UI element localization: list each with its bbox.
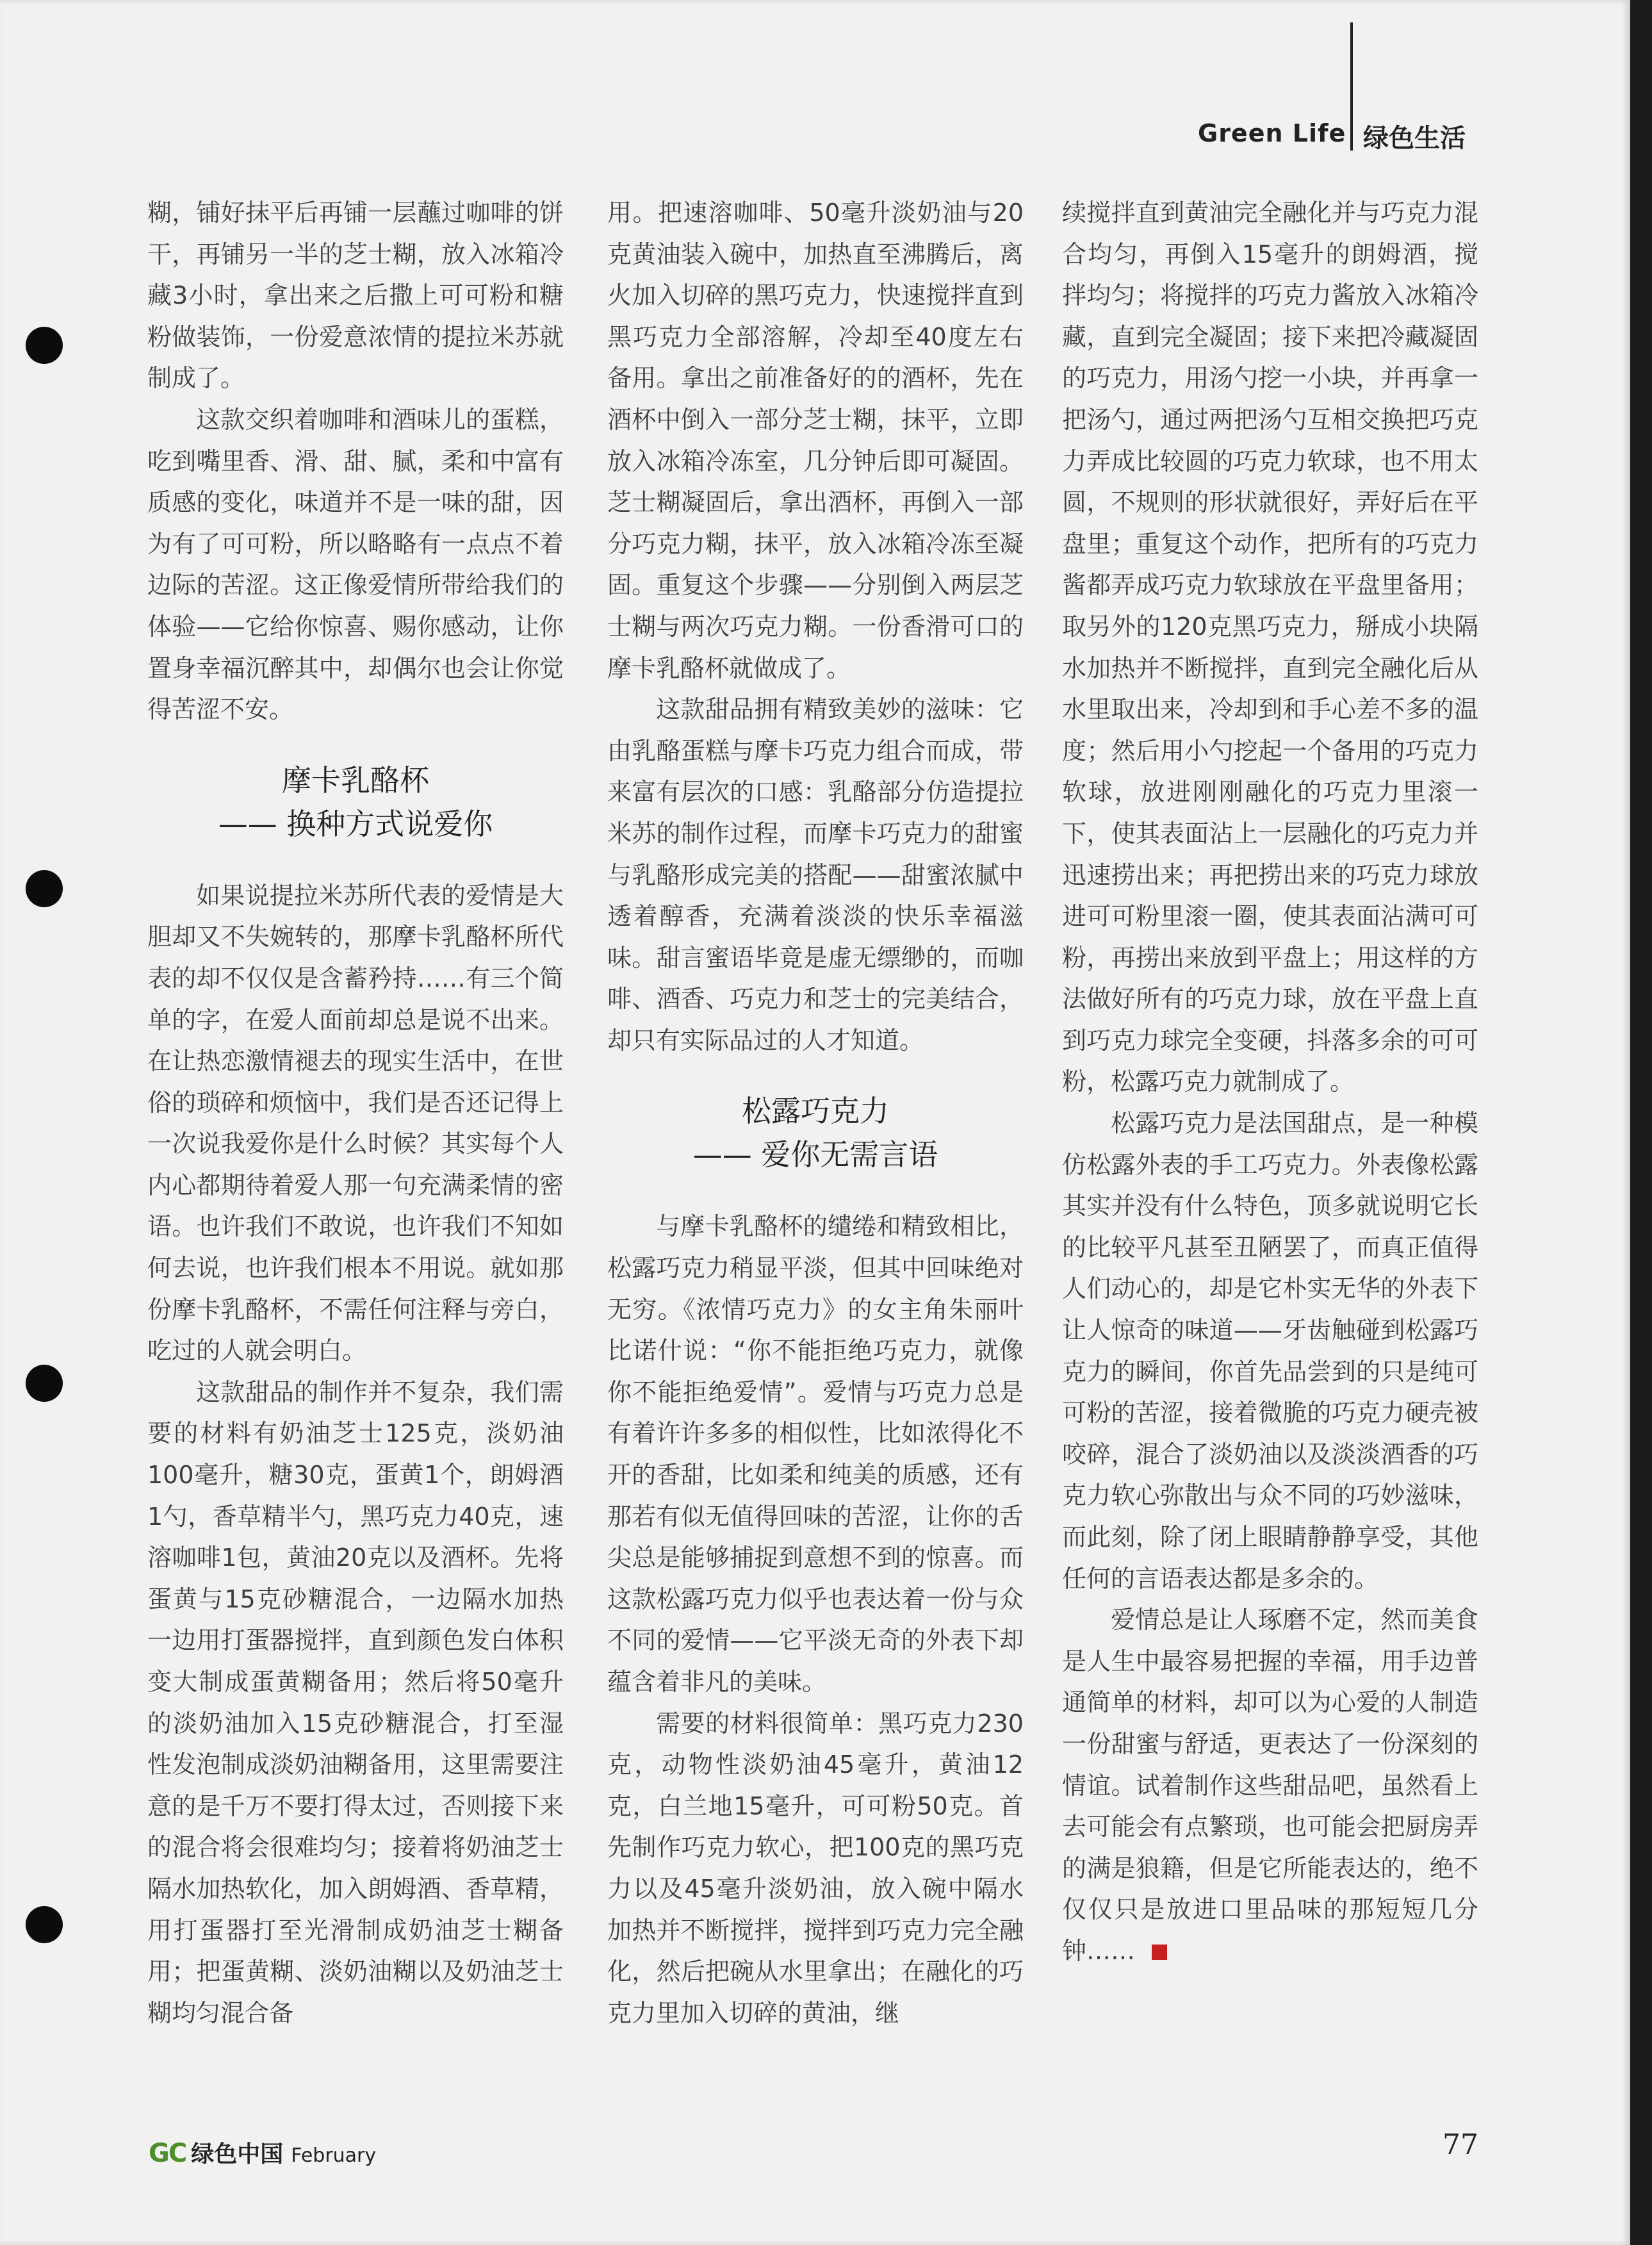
heading-title: 摩卡乳酪杯 xyxy=(282,762,429,798)
footer-brand xyxy=(149,2136,376,2169)
text-column-3 xyxy=(1062,192,1478,1972)
magazine-name: 绿色中国 xyxy=(191,2141,284,2167)
paragraph: 这款甜品拥有精致美妙的滋味：它由乳酪蛋糕与摩卡巧克力组合而成，带来富有层次的口感：乳酪部分仿造提拉米苏的制作过程，而摩卡巧克力的甜蜜与乳酪形成完美的搭配——甜蜜浓腻中透着醇香，充满着淡淡的快乐幸福滋味。甜言蜜语毕竟是虚无缥缈的，而咖啡、酒香、巧克力和芝士的完美结合，却只有实际品过的人才知道。 xyxy=(607,695,1024,1055)
paragraph-text: 爱情总是让人琢磨不定，然而美食是人生中最容易把握的幸福，用手边普通简单的材料，却可以为心爱的人制造一份甜蜜与舒适，更表达了一份深刻的情谊。试着制作这些甜品吧，虽然看上去可能会有点繁琐，也可能会把厨房弄的满是狼籍，但是它所能表达的，绝不仅仅只是放进口里品味的那短短几分钟…… xyxy=(1062,1606,1478,1965)
paragraph: 需要的材料很简单：黑巧克力230克，动物性淡奶油45毫升，黄油12克，白兰地15毫升，可可粉50克。首先制作巧克力软心，把100克的黑巧克力以及45毫升淡奶油，放入碗中隔水加热并不断搅拌，搅拌到巧克力完全融化，然后把碗从水里拿出；在融化的巧克力里加入切碎的黄油，继 xyxy=(607,1709,1024,2027)
paragraph: 如果说提拉米苏所代表的爱情是大胆却又不失婉转的，那摩卡乳酪杯所代表的却不仅仅是含蓄矜持……有三个简单的字，在爱人面前却总是说不出来。在让热恋激情褪去的现实生活中，在世俗的琐碎和烦恼中，我们是否还记得上一次说我爱你是什么时候？其实每个人内心都期待着爱人那一句充满柔情的密语。也许我们不敢说，也许我们不知如何去说，也许我们根本不用说。就如那份摩卡乳酪杯，不需任何注释与旁白，吃过的人就会明白。 xyxy=(147,881,564,1365)
section-heading-truffle xyxy=(607,1089,1024,1176)
heading-subtitle: —— 换种方式说爱你 xyxy=(218,806,493,841)
header-divider xyxy=(1350,22,1353,151)
paragraph: 这款甜品的制作并不复杂，我们需要的材料有奶油芝士125克，淡奶油100毫升，糖30克，蛋黄1个，朗姆酒1勺，香草精半勺，黑巧克力40克，速溶咖啡1包，黄油20克以及酒杯。先将蛋黄与15克砂糖混合，一边隔水加热一边用打蛋器搅拌，直到颜色发白体积变大制成蛋黄糊备用；然后将50毫升的淡奶油加入15克砂糖混合，打至湿性发泡制成淡奶油糊备用，这里需要注意的是千万不要打得太过，否则接下来的混合将会很难均匀；接着将奶油芝士隔水加热软化，加入朗姆酒、香草精，用打蛋器打至光滑制成奶油芝士糊备用；把蛋黄糊、淡奶油糊以及奶油芝士糊均匀混合备 xyxy=(147,1377,564,2027)
paragraph-final xyxy=(1062,1599,1478,1971)
heading-title: 松露巧克力 xyxy=(742,1094,889,1129)
paragraph: 糊，铺好抹平后再铺一层蘸过咖啡的饼干，再铺另一半的芝士糊，放入冰箱冷藏3小时，拿出来之后撒上可可粉和糖粉做装饰，一份爱意浓情的提拉米苏就制成了。 xyxy=(147,199,564,393)
heading-subtitle: —— 爱你无需言语 xyxy=(692,1137,938,1172)
paragraph: 用。把速溶咖啡、50毫升淡奶油与20克黄油装入碗中，加热直至沸腾后，离火加入切碎的黑巧克力，快速搅拌直到黑巧克力全部溶解，冷却至40度左右备用。拿出之前准备好的的酒杯，先在酒杯中倒入一部分芝士糊，抹平，立即放入冰箱冷冻室，几分钟后即可凝固。芝士糊凝固后，拿出酒杯，再倒入一部分巧克力糊，抹平，放入冰箱冷冻至凝固。重复这个步骤——分别倒入两层芝士糊与两次巧克力糊。一份香滑可口的摩卡乳酪杯就做成了。 xyxy=(607,199,1024,682)
section-title-en: Green Life xyxy=(1198,119,1346,147)
page-number: 77 xyxy=(1443,2128,1478,2161)
text-column-2 xyxy=(607,192,1024,2034)
issue-month: February xyxy=(291,2144,377,2167)
binder-hole xyxy=(26,870,63,907)
end-mark-icon xyxy=(1152,1945,1167,1960)
section-title-cn: 绿色生活 xyxy=(1363,124,1466,153)
binder-hole xyxy=(26,1365,63,1402)
binder-hole xyxy=(26,1906,63,1943)
magazine-logo: GC xyxy=(149,2139,186,2168)
paragraph: 松露巧克力是法国甜点，是一种模仿松露外表的手工巧克力。外表像松露其实并没有什么特色，顶多就说明它长的比较平凡甚至丑陋罢了，而真正值得人们动心的，却是它朴实无华的外表下让人惊奇的味道——牙齿触碰到松露巧克力的瞬间，你首先品尝到的只是纯可可粉的苦涩，接着微脆的巧克力硬壳被咬碎，混合了淡奶油以及淡淡酒香的巧克力软心弥散出与众不同的巧妙滋味，而此刻，除了闭上眼睛静静享受，其他任何的言语表达都是多余的。 xyxy=(1062,1109,1478,1593)
binder-hole xyxy=(26,327,63,364)
paragraph: 与摩卡乳酪杯的缱绻和精致相比，松露巧克力稍显平淡，但其中回味绝对无穷。《浓情巧克力》的女主角朱丽叶比诺什说：“你不能拒绝巧克力，就像你不能拒绝爱情”。爱情与巧克力总是有着许许多多的相似性，比如浓得化不开的香甜，比如柔和纯美的质感，还有那若有似无值得回味的苦涩，让你的舌尖总是能够捕捉到意想不到的惊喜。而这款松露巧克力似乎也表达着一份与众不同的爱情——它平淡无奇的外表下却蕴含着非凡的美味。 xyxy=(607,1212,1024,1696)
paragraph: 续搅拌直到黄油完全融化并与巧克力混合均匀，再倒入15毫升的朗姆酒，搅拌均匀；将搅拌的巧克力酱放入冰箱冷藏，直到完全凝固；接下来把冷藏凝固的巧克力，用汤勺挖一小块，并再拿一把汤勺，通过两把汤勺互相交换把巧克力弄成比较圆的巧克力软球，也不用太圆，不规则的形状就很好，弄好后在平盘里；重复这个动作，把所有的巧克力酱都弄成巧克力软球放在平盘里备用；取另外的120克黑巧克力，掰成小块隔水加热并不断搅拌，直到完全融化后从水里取出来，冷却到和手心差不多的温度；然后用小勺挖起一个备用的巧克力软球，放进刚刚融化的巧克力里滚一下，使其表面沾上一层融化的巧克力并迅速捞出来；再把捞出来的巧克力球放进可可粉里滚一圈，使其表面沾满可可粉，再捞出来放到平盘上；用这样的方法做好所有的巧克力球，放在平盘上直到巧克力球完全变硬，抖落多余的可可粉，松露巧克力就制成了。 xyxy=(1062,199,1478,1096)
paragraph: 这款交织着咖啡和酒味儿的蛋糕，吃到嘴里香、滑、甜、腻，柔和中富有质感的变化，味道并不是一味的甜，因为有了可可粉，所以略略有一点点不着边际的苦涩。这正像爱情所带给我们的体验——它给你惊喜、赐你感动，让你置身幸福沉醉其中，却偶尔也会让你觉得苦涩不安。 xyxy=(147,405,564,724)
text-column-1 xyxy=(147,192,564,2034)
section-heading-mocha xyxy=(147,759,564,846)
